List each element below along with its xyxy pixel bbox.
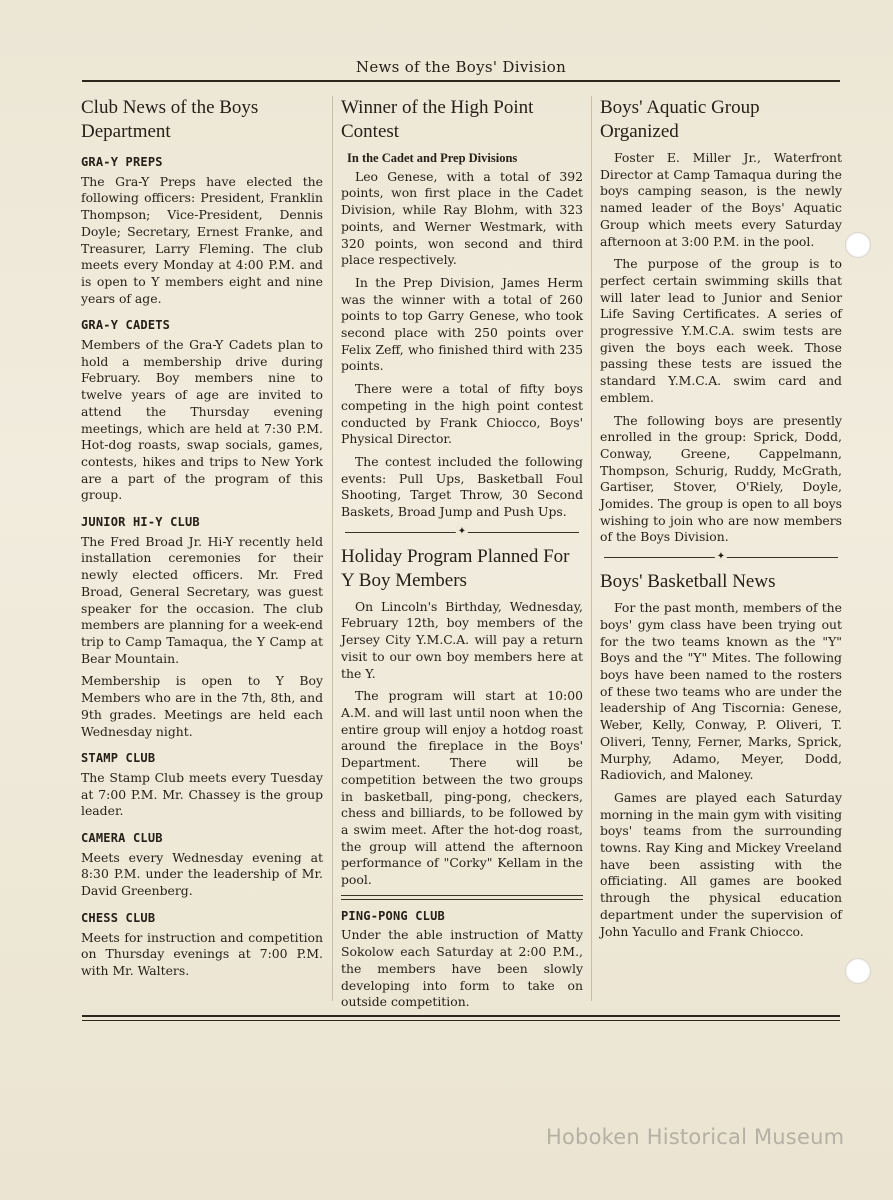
paragraph: Games are played each Saturday morning in the main gym with visiting boys' teams from the surrounding towns. Ray King and Mickey Vreeland have been assisting with the officiating. All games are booked through the physical education department under the supervision of John Yacullo and Frank Chiocco.	[600, 789, 842, 939]
masthead: News of the Boys' Division	[355, 58, 567, 76]
paragraph: For the past month, members of the boys' gym class have been trying out for the two teams known as the "Y" Boys and the "Y" Mites. The following boys have been named to the rosters of these two teams who are under the leadership of Ang Tiscornia: Genese, Weber, Kelly, Conway, P. Oliveri, T. Oliveri, Tenny, Ferner, Marks, Sprick, Murphy, Adamo, Meyer, Dodd, Radiovich, and Maloney.	[600, 600, 842, 783]
paragraph: The purpose of the group is to perfect certain swimming skills that will later lead to Junior and Senior Life Saving Certificates. A series of progressive Y.M.C.A. swim tests are given the boys each week. Those passing these tests are issued the standard Y.M.C.A. swim card and emblem.	[600, 256, 842, 405]
paragraph: The program will start at 10:00 A.M. and will last until noon when the entire group will enjoy a hotdog roast around the fireplace in the Boys' Department. There will be competition between the two groups in basketball, ping-pong, checkers, chess and billiards, to be followed by a swim meet. After the hot-dog roast, the group will attend the afternoon performance of "Corky" Kellam in the pool.	[341, 688, 583, 888]
ornament-divider	[345, 527, 579, 539]
paragraph: The following boys are presently enrolled in the group: Sprick, Dodd, Conway, Greene, Cappelmann, Thompson, Schurig, Ruddy, McGrath, Gartiser, Stover, O'Riely, Doyle, Jomides. The group is open to all boys wishing to join who are now members of the Boys Division.	[600, 412, 842, 545]
section-heading: PING-PONG CLUB	[341, 908, 445, 923]
paragraph: Members of the Gra-Y Cadets plan to hold a membership drive during February. Boy members nine to twelve years of age are invited to attend the Thursday evening meetings, which are held at 7:30 P.M. Hot-dog roasts, swap socials, games, contests, hikes and trips to New York are a part of the program of this group.	[81, 337, 323, 503]
article-title: Boys' Basketball News	[600, 571, 776, 593]
section-heading: GRA-Y PREPS	[81, 155, 163, 169]
section-heading: GRA-Y CADETS	[81, 318, 171, 333]
diamond-ornament-icon: ✦	[716, 551, 726, 563]
paragraph: The Fred Broad Jr. Hi-Y recently held installation ceremonies for their newly elected officers. Mr. Fred Broad, General Secretary, was guest speaker for the occasion. The club members are planning for a week-end trip to Camp Tamaqua, the Y Camp at Bear Mountain.	[81, 533, 323, 666]
column-club-news	[81, 96, 323, 986]
paragraph: The Stamp Club meets every Tuesday at 7:00 P.M. Mr. Chassey is the group leader.	[81, 769, 323, 819]
article-title: Club News of the Boys Department	[81, 97, 259, 142]
top-rule	[82, 80, 840, 82]
article-title: Winner of the High Point Contest	[341, 97, 534, 142]
paragraph: The contest included the following events: Pull Ups, Basketball Foul Shooting, Target Throw, 30 Second Baskets, Broad Jump and Push Ups.	[341, 453, 583, 520]
paragraph: Foster E. Miller Jr., Waterfront Director at Camp Tamaqua during the boys camping season, is the newly named leader of the Boys' Aquatic Group which meets every Saturday afternoon at 3:00 P.M. in the pool.	[600, 150, 842, 249]
paragraph: Meets every Wednesday evening at 8:30 P.M. under the leadership of Mr. David Greenberg.	[81, 849, 323, 899]
column-contests	[341, 96, 583, 1017]
double-rule	[341, 895, 583, 900]
paragraph: On Lincoln's Birthday, Wednesday, February 12th, boy members of the Jersey City Y.M.C.A. will pay a return visit to our own boy members here at the Y.	[341, 598, 583, 681]
column-divider	[332, 96, 333, 1001]
paragraph: Under the able instruction of Matty Sokolow each Saturday at 2:00 P.M., the members have been slowly developing into form to take on outside competition.	[341, 927, 583, 1010]
section-heading: JUNIOR HI-Y CLUB	[81, 515, 200, 530]
paragraph: The Gra-Y Preps have elected the following officers: President, Franklin Thompson; Vice-President, Dennis Doyle; Secretary, Ernest Franke, and Treasurer, Larry Fleming. The club meets every Monday at 4:00 P.M. and is open to Y members eight and nine years of age.	[81, 173, 323, 306]
punch-hole	[845, 958, 871, 984]
column-aquatics-basketball	[600, 96, 842, 946]
paragraph: Membership is open to Y Boy Members who are in the 7th, 8th, and 9th grades. Meetings are held each Wednesday night.	[81, 673, 323, 739]
paragraph: Meets for instruction and competition on Thursday evenings at 7:00 P.M. with Mr. Walters.	[81, 929, 323, 978]
section-heading: CHESS CLUB	[81, 910, 156, 925]
ornament-divider	[604, 552, 838, 564]
section-heading: CAMERA CLUB	[81, 831, 163, 846]
paragraph: In the Prep Division, James Herm was the winner with a total of 260 points to top Garry Genese, who took second place with 250 points over Felix Zeff, who finished third with 235 points.	[341, 274, 583, 374]
diamond-ornament-icon: ✦	[457, 525, 467, 537]
paragraph: Leo Genese, with a total of 392 points, won first place in the Cadet Division, while Ray Blohm, with 323 points, and Werner Westmark, with 320 points, won second and third place respectively.	[341, 168, 583, 268]
column-divider	[591, 96, 592, 1001]
section-heading: STAMP CLUB	[81, 751, 156, 766]
article-title: Holiday Program Planned For Y Boy Members	[341, 545, 570, 591]
article-subtitle: In the Cadet and Prep Divisions	[347, 151, 518, 165]
bottom-rule	[82, 1015, 840, 1021]
article-title: Boys' Aquatic Group Organized	[600, 97, 760, 142]
paragraph: There were a total of fifty boys competing in the high point contest conducted by Frank Chiocco, Boys' Physical Director.	[341, 381, 583, 447]
watermark: Hoboken Historical Museum	[546, 1125, 845, 1149]
punch-hole	[845, 232, 871, 258]
